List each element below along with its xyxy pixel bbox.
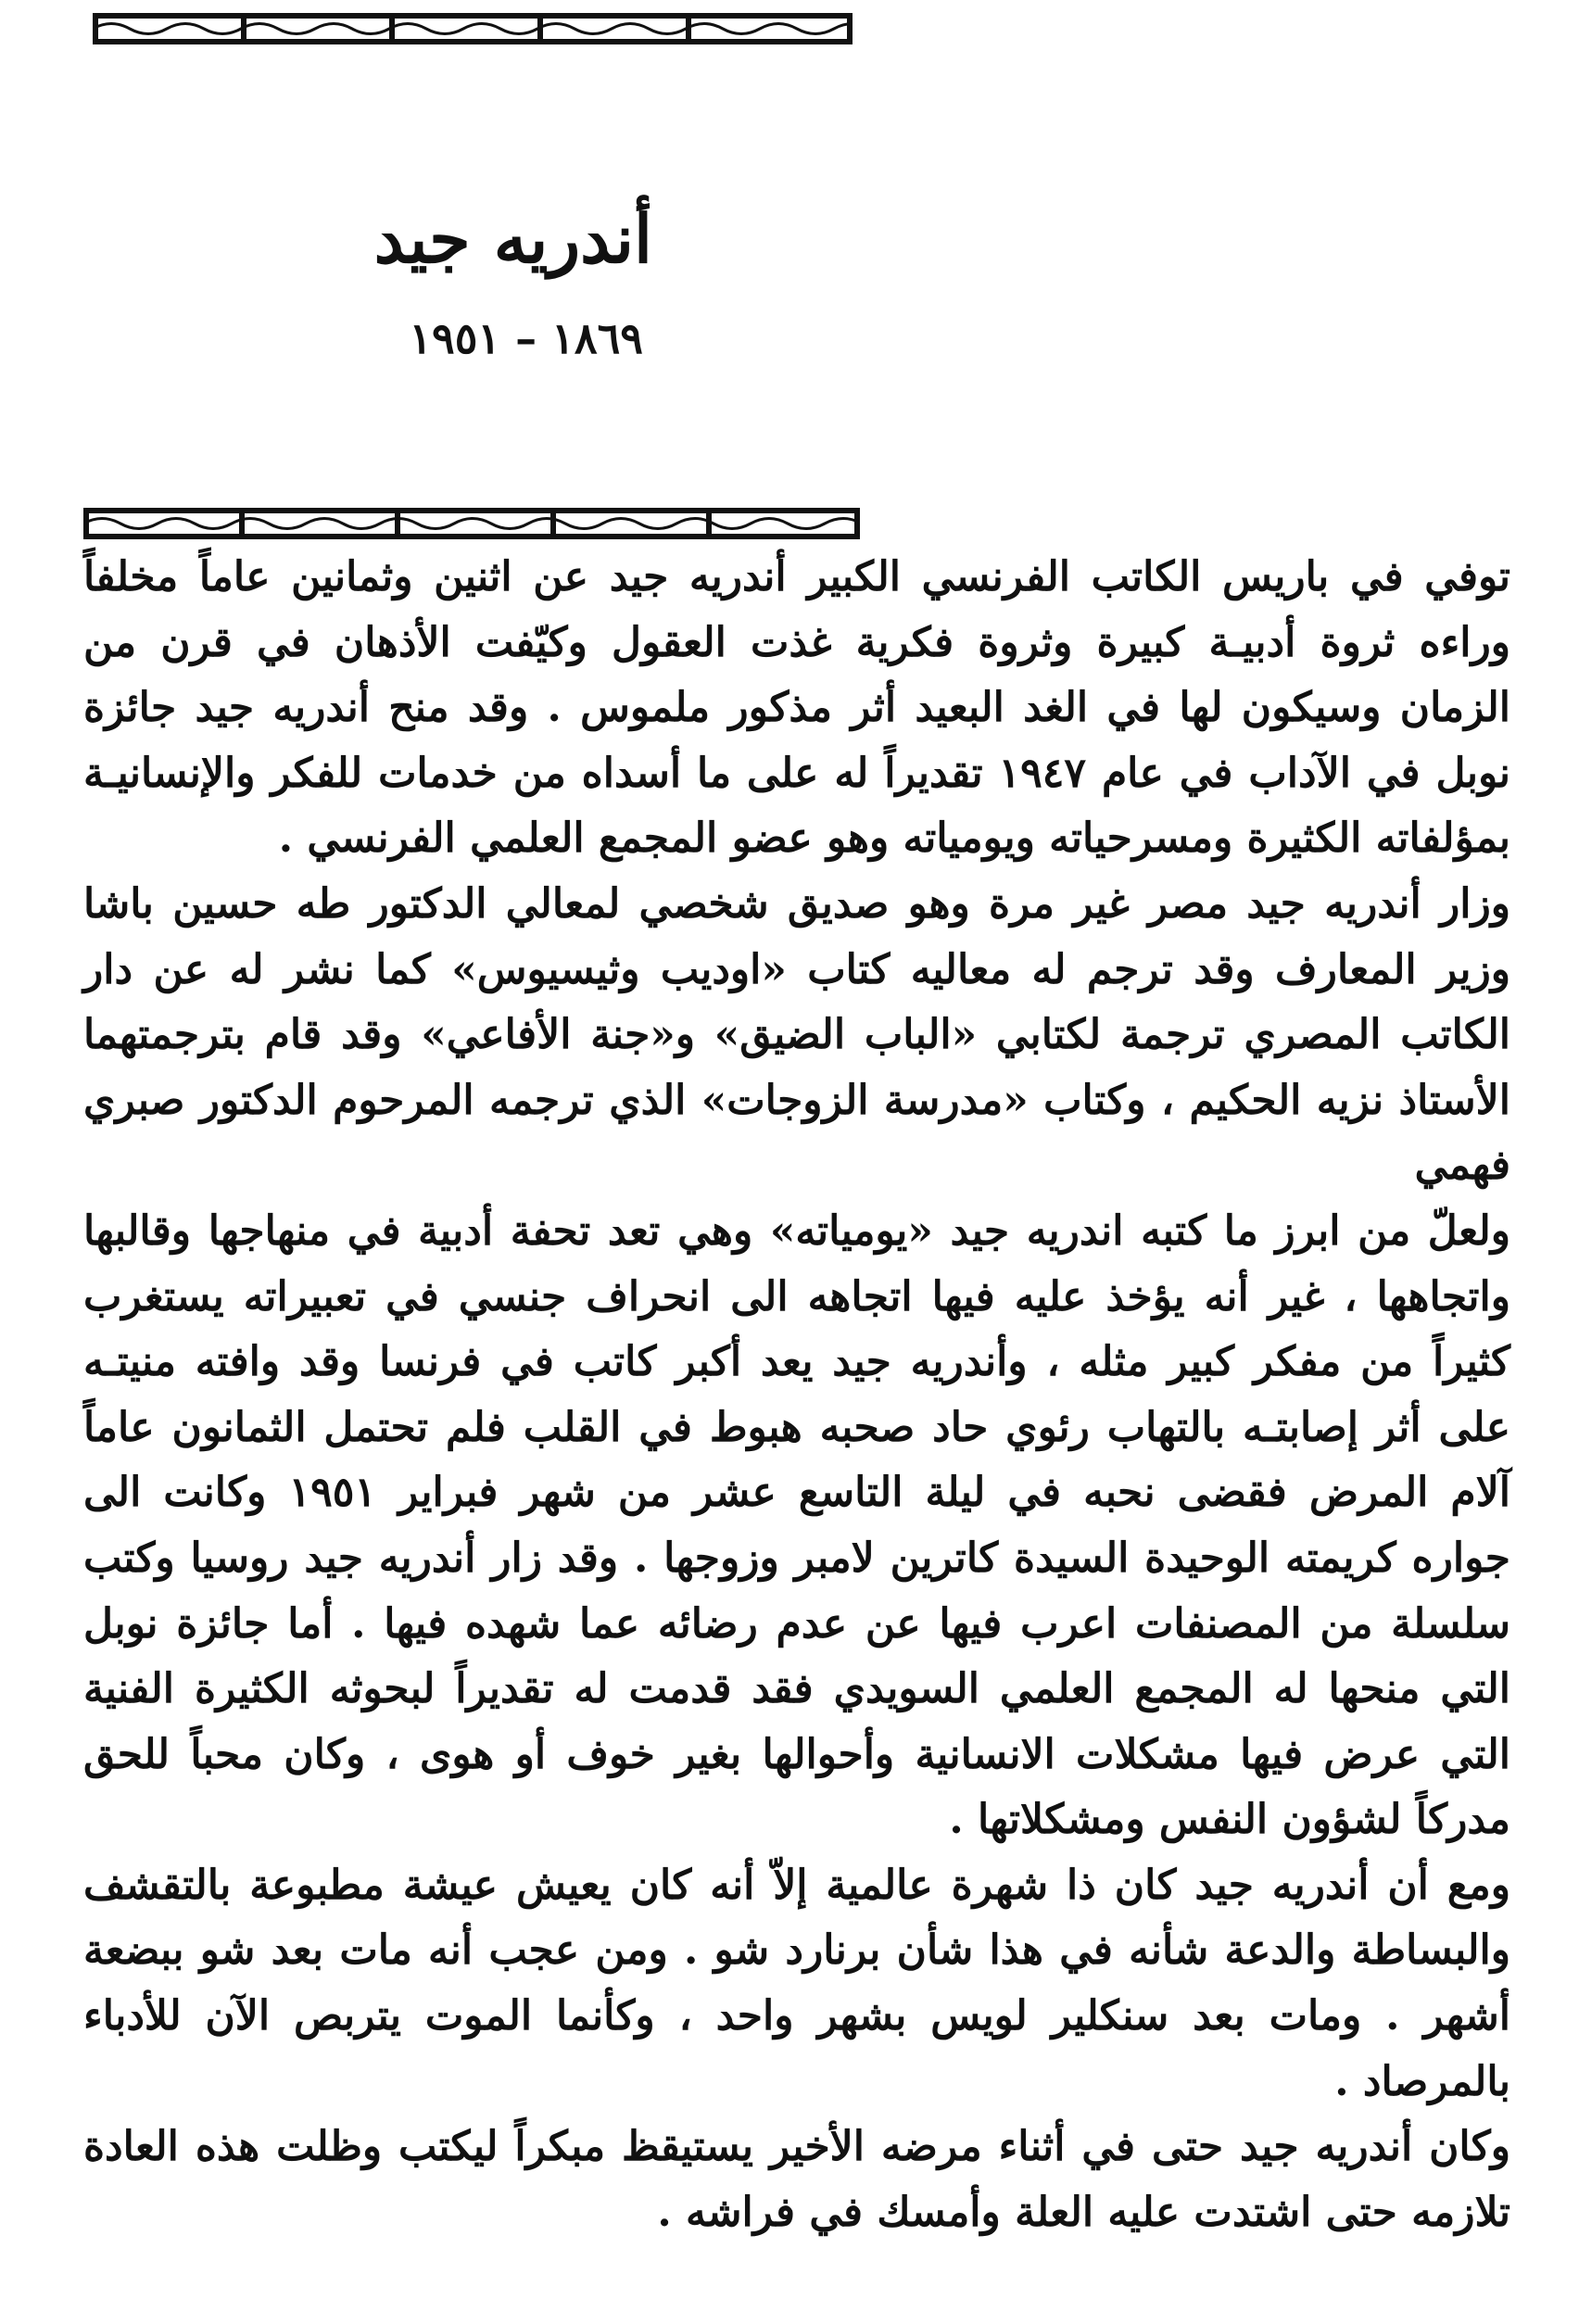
paragraph: ولعلّ من ابرز ما كتبه اندريه جيد «يومياته» وهي تعد تحفة أدبية في منهاجها وقالبها واتجاهها ، غير أنه يؤخذ عليه فيها اتجاهه الى انحراف جنسي في تعبيراته يستغرب كثيراً من مفكر كبير مثله ، وأندريه جيد يعد أكبر كاتب في فرنسا وقد وافته منيتـه على أثر إصابتـه بالتهاب رئوي حاد صحبه هبوط في القلب فلم تحتمل الثمانون عاماً آلام المرض فقضى نحبه في ليلة التاسع عشر من شهر فبراير ١٩٥١ وكانت الى جواره كريمته الوحيدة السيدة كاترين لامبر وزوجها . وقد زار أندريه جيد روسيا وكتب سلسلة من المصنفات اعرب فيها عن عدم رضائه عما شهده فيها . أما جائزة نوبل التي منحها له المجمع العلمي السويدي فقد قدمت له تقديراً لبحوثه الكثيرة الفنية التي عرض فيها مشكلات الانسانية وأحوالها بغير خوف أو هوى ، وكان محباً للحق مدركاً لشؤون النفس ومشكلاتها . [83, 1206, 1510, 1844]
paragraph: وزار أندريه جيد مصر غير مرة وهو صديق شخصي لمعالي الدكتور طه حسين باشا وزير المعارف وقد ترجم له معاليه كتاب «اوديب وثيسيوس» كما نشر له عن دار الكاتب المصري ترجمة لكتابي «الباب الضيق» و«جنة الأفاعي» وقد قام بترجمتهما الأستاذ نزيه الحكيم ، وكتاب «مدرسة الزوجات» الذي ترجمه المرحوم الدكتور صبري فهمي [83, 879, 1510, 1190]
life-years: ١٨٦٩ – ١٩٥١ [409, 313, 643, 363]
decorative-border-icon [83, 508, 860, 539]
paragraph: وكان أندريه جيد حتى في أثناء مرضه الأخير يستيقظ مبكراً ليكتب وظلت هذه العادة تلازمه حتى اشتدت عليه العلة وأمسك في فراشه . [83, 2123, 1510, 2236]
decorative-border-icon [93, 13, 853, 44]
page-title: أندريه جيد [373, 199, 652, 278]
ornament-pattern [93, 19, 853, 39]
paragraph: ومع أن أندريه جيد كان ذا شهرة عالمية إلاّ أنه كان يعيش عيشة مطبوعة بالتقشف والبساطة والدعة شأنه في هذا شأن برنارد شو . ومن عجب أنه مات بعد شو ببضعة أشهر . ومات بعد سنكلير لويس بشهر واحد ، وكأنما الموت يتربص الآن للأدباء بالمرصاد . [83, 1861, 1510, 2105]
article-body [83, 545, 1510, 2245]
ornament-pattern [83, 513, 860, 534]
paragraph: توفي في باريس الكاتب الفرنسي الكبير أندريه جيد عن اثنين وثمانين عاماً مخلفاً وراءه ثروة أدبيـة كبيرة وثروة فكرية غذت العقول وكيّفت الأذهان في قرن من الزمان وسيكون لها في الغد البعيد أثر مذكور ملموس . وقد منح أندريه جيد جائزة نوبل في الآداب في عام ١٩٤٧ تقديراً له على ما أسداه من خدمات للفكر والإنسانيـة بمؤلفاته الكثيرة ومسرحياته ويومياته وهو عضو المجمع العلمي الفرنسي . [83, 553, 1510, 863]
